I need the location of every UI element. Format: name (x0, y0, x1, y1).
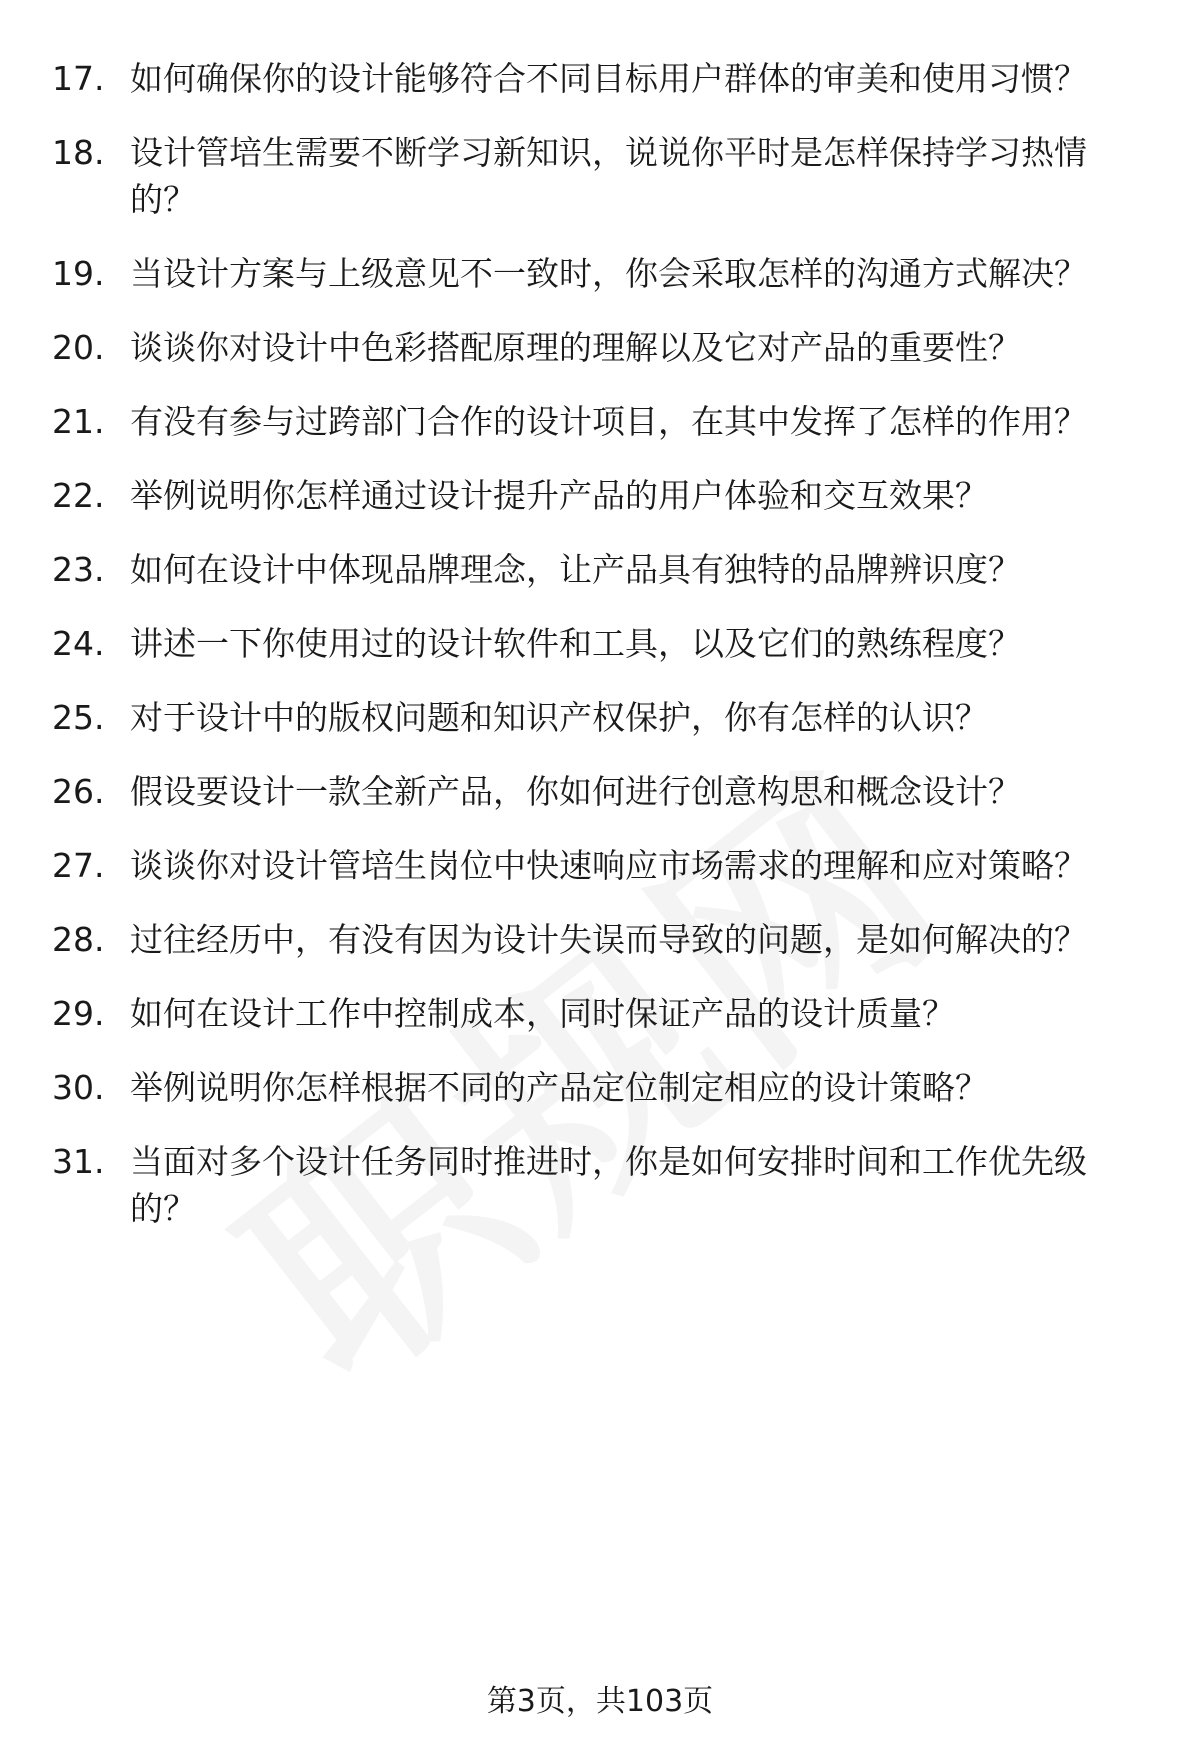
question-text: 谈谈你对设计管培生岗位中快速响应市场需求的理解和应对策略？ (130, 846, 1087, 885)
question-number: 23. (52, 550, 105, 589)
question-text: 有没有参与过跨部门合作的设计项目，在其中发挥了怎样的作用？ (130, 402, 1087, 441)
question-number: 21. (52, 402, 105, 441)
page-number: 第3页，共103页 (486, 1684, 714, 1719)
list-item (0, 472, 1200, 519)
question-number: 31. (52, 1142, 105, 1181)
question-text: 对于设计中的版权问题和知识产权保护，你有怎样的认识？ (130, 698, 988, 737)
question-number: 27. (52, 846, 105, 885)
question-number: 25. (52, 698, 105, 737)
question-list (0, 55, 1200, 1259)
question-text: 讲述一下你使用过的设计软件和工具，以及它们的熟练程度？ (130, 624, 1021, 663)
question-text: 如何确保你的设计能够符合不同目标用户群体的审美和使用习惯？ (130, 59, 1087, 98)
list-item (0, 1138, 1200, 1232)
question-number: 29. (52, 994, 105, 1033)
list-item (0, 324, 1200, 371)
list-item (0, 916, 1200, 963)
list-item (0, 990, 1200, 1037)
list-item (0, 768, 1200, 815)
question-text: 当设计方案与上级意见不一致时，你会采取怎样的沟通方式解决？ (130, 254, 1087, 293)
question-text: 设计管培生需要不断学习新知识，说说你平时是怎样保持学习热情的？ (130, 133, 1087, 219)
question-number: 19. (52, 254, 105, 293)
question-text: 如何在设计中体现品牌理念，让产品具有独特的品牌辨识度？ (130, 550, 1021, 589)
question-text: 举例说明你怎样通过设计提升产品的用户体验和交互效果？ (130, 476, 988, 515)
question-number: 22. (52, 476, 105, 515)
list-item (0, 55, 1200, 102)
question-text: 谈谈你对设计中色彩搭配原理的理解以及它对产品的重要性？ (130, 328, 1021, 367)
question-text: 如何在设计工作中控制成本，同时保证产品的设计质量？ (130, 994, 955, 1033)
question-number: 20. (52, 328, 105, 367)
list-item (0, 620, 1200, 667)
question-text: 举例说明你怎样根据不同的产品定位制定相应的设计策略？ (130, 1068, 988, 1107)
question-text: 假设要设计一款全新产品，你如何进行创意构思和概念设计？ (130, 772, 1021, 811)
question-text: 当面对多个设计任务同时推进时，你是如何安排时间和工作优先级的？ (130, 1142, 1087, 1228)
list-item (0, 129, 1200, 223)
list-item (0, 398, 1200, 445)
list-item (0, 1064, 1200, 1111)
question-number: 26. (52, 772, 105, 811)
list-item (0, 250, 1200, 297)
question-number: 17. (52, 59, 105, 98)
question-number: 30. (52, 1068, 105, 1107)
question-text: 过往经历中，有没有因为设计失误而导致的问题，是如何解决的？ (130, 920, 1087, 959)
question-number: 18. (52, 133, 105, 172)
list-item (0, 546, 1200, 593)
question-number: 28. (52, 920, 105, 959)
list-item (0, 842, 1200, 889)
list-item (0, 694, 1200, 741)
question-number: 24. (52, 624, 105, 663)
